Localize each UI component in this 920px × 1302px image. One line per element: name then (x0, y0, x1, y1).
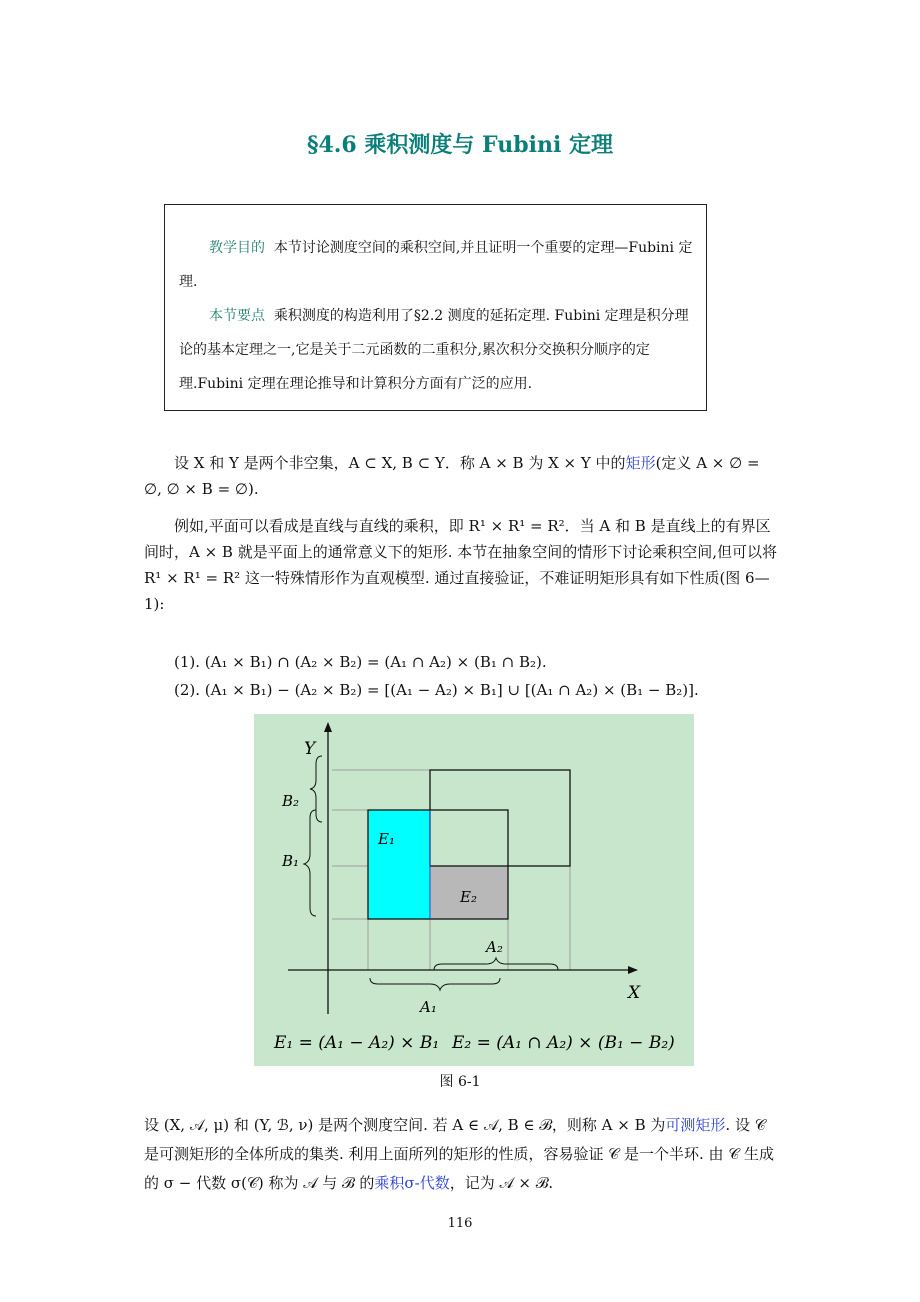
paragraph-example: 例如,平面可以看成是直线与直线的乘积，即 R¹ × R¹ = R²．当 A 和 B 是直线上的有界区间时，A × B 就是平面上的通常意义下的矩形. 本节在抽象空间的情形下讨论乘积空间,但可以将 R¹ × R¹ = R² 这一特殊情形作为直观模型. 通过直接验证，不难证明矩形具有如下性质(图 6—1): (144, 517, 778, 613)
keypoints-label: 本节要点 (209, 308, 265, 324)
brace-a2 (434, 958, 558, 970)
property-2: (2). (A₁ × B₁) − (A₂ × B₂) = [(A₁ − A₂) × B₁] ∪ [(A₁ ∩ A₂) × (B₁ − B₂)]. (174, 681, 699, 699)
b1-label: B₁ (282, 852, 300, 870)
para1-post: (定义 A × ∅ = ∅, ∅ × B = ∅). (144, 454, 760, 498)
figure-6-1 (254, 714, 694, 1066)
para3-mid: . 设 𝒞 是可测矩形的全体所成的集类. 利用上面所列的矩形的性质，容易验证 𝒞 是一个半环. 由 𝒞 生成的 σ − 代数 σ(𝒞) 称为 𝒜 与 ℬ 的 (144, 1116, 775, 1192)
objectives-box (164, 204, 707, 411)
page-number: 116 (447, 1216, 473, 1231)
e2-label: E₂ (460, 888, 477, 906)
e1-label: E₁ (378, 830, 395, 848)
formula-e1: E₁ = (A₁ − A₂) × B₁ (274, 1033, 440, 1053)
keypoints-text: 乘积测度的构造利用了§2.2 测度的延拓定理. Fubini 定理是积分理论的基本定理之一,它是关于二元函数的二重积分,累次积分交换积分顺序的定理.Fubini 定理在理论推导和计算积分方面有广泛的应用. (179, 308, 689, 392)
property-1: (1). (A₁ × B₁) ∩ (A₂ × B₂) = (A₁ ∩ A₂) × (B₁ ∩ B₂). (174, 653, 547, 671)
x-axis-arrow (628, 966, 638, 974)
brace-b1 (304, 810, 316, 916)
objective-paragraph (179, 231, 696, 299)
b2-label: B₂ (282, 792, 300, 810)
a2-label: A₂ (486, 938, 503, 956)
paragraph-product-sigma-algebra (144, 1111, 780, 1198)
y-axis-label: Y (304, 739, 316, 759)
keypoints-paragraph (179, 299, 696, 401)
brace-a1 (370, 978, 500, 990)
objective-label: 教学目的 (209, 240, 265, 256)
paragraph-rectangle-definition (144, 450, 780, 502)
term-rectangle: 矩形 (625, 454, 656, 472)
figure-caption: 图 6-1 (439, 1074, 481, 1090)
figure-svg (254, 714, 694, 1066)
objective-text: 本节讨论测度空间的乘积空间,并且证明一个重要的定理—Fubini 定理. (179, 240, 693, 290)
para3-pre: 设 (X, 𝒜, μ) 和 (Y, ℬ, ν) 是两个测度空间. 若 A ∈ 𝒜, B ∈ ℬ，则称 A × B 为 (144, 1116, 666, 1134)
para3-post: ，记为 𝒜 × ℬ. (449, 1174, 554, 1192)
para1-pre: 设 X 和 Y 是两个非空集，A ⊂ X, B ⊂ Y．称 A × B 为 X × Y 中的 (174, 454, 626, 472)
term-product-sigma-algebra: 乘积σ-代数 (374, 1174, 450, 1192)
term-measurable-rectangle: 可测矩形 (665, 1116, 726, 1134)
y-axis-arrow (324, 722, 332, 732)
region-e1 (368, 810, 430, 919)
formula-e2: E₂ = (A₁ ∩ A₂) × (B₁ − B₂) (452, 1033, 675, 1053)
x-axis-label: X (628, 983, 641, 1003)
a1-label: A₁ (420, 998, 437, 1016)
rectangle-a2-b2 (430, 770, 570, 866)
page-title: §4.6 乘积测度与 Fubini 定理 (306, 132, 614, 158)
